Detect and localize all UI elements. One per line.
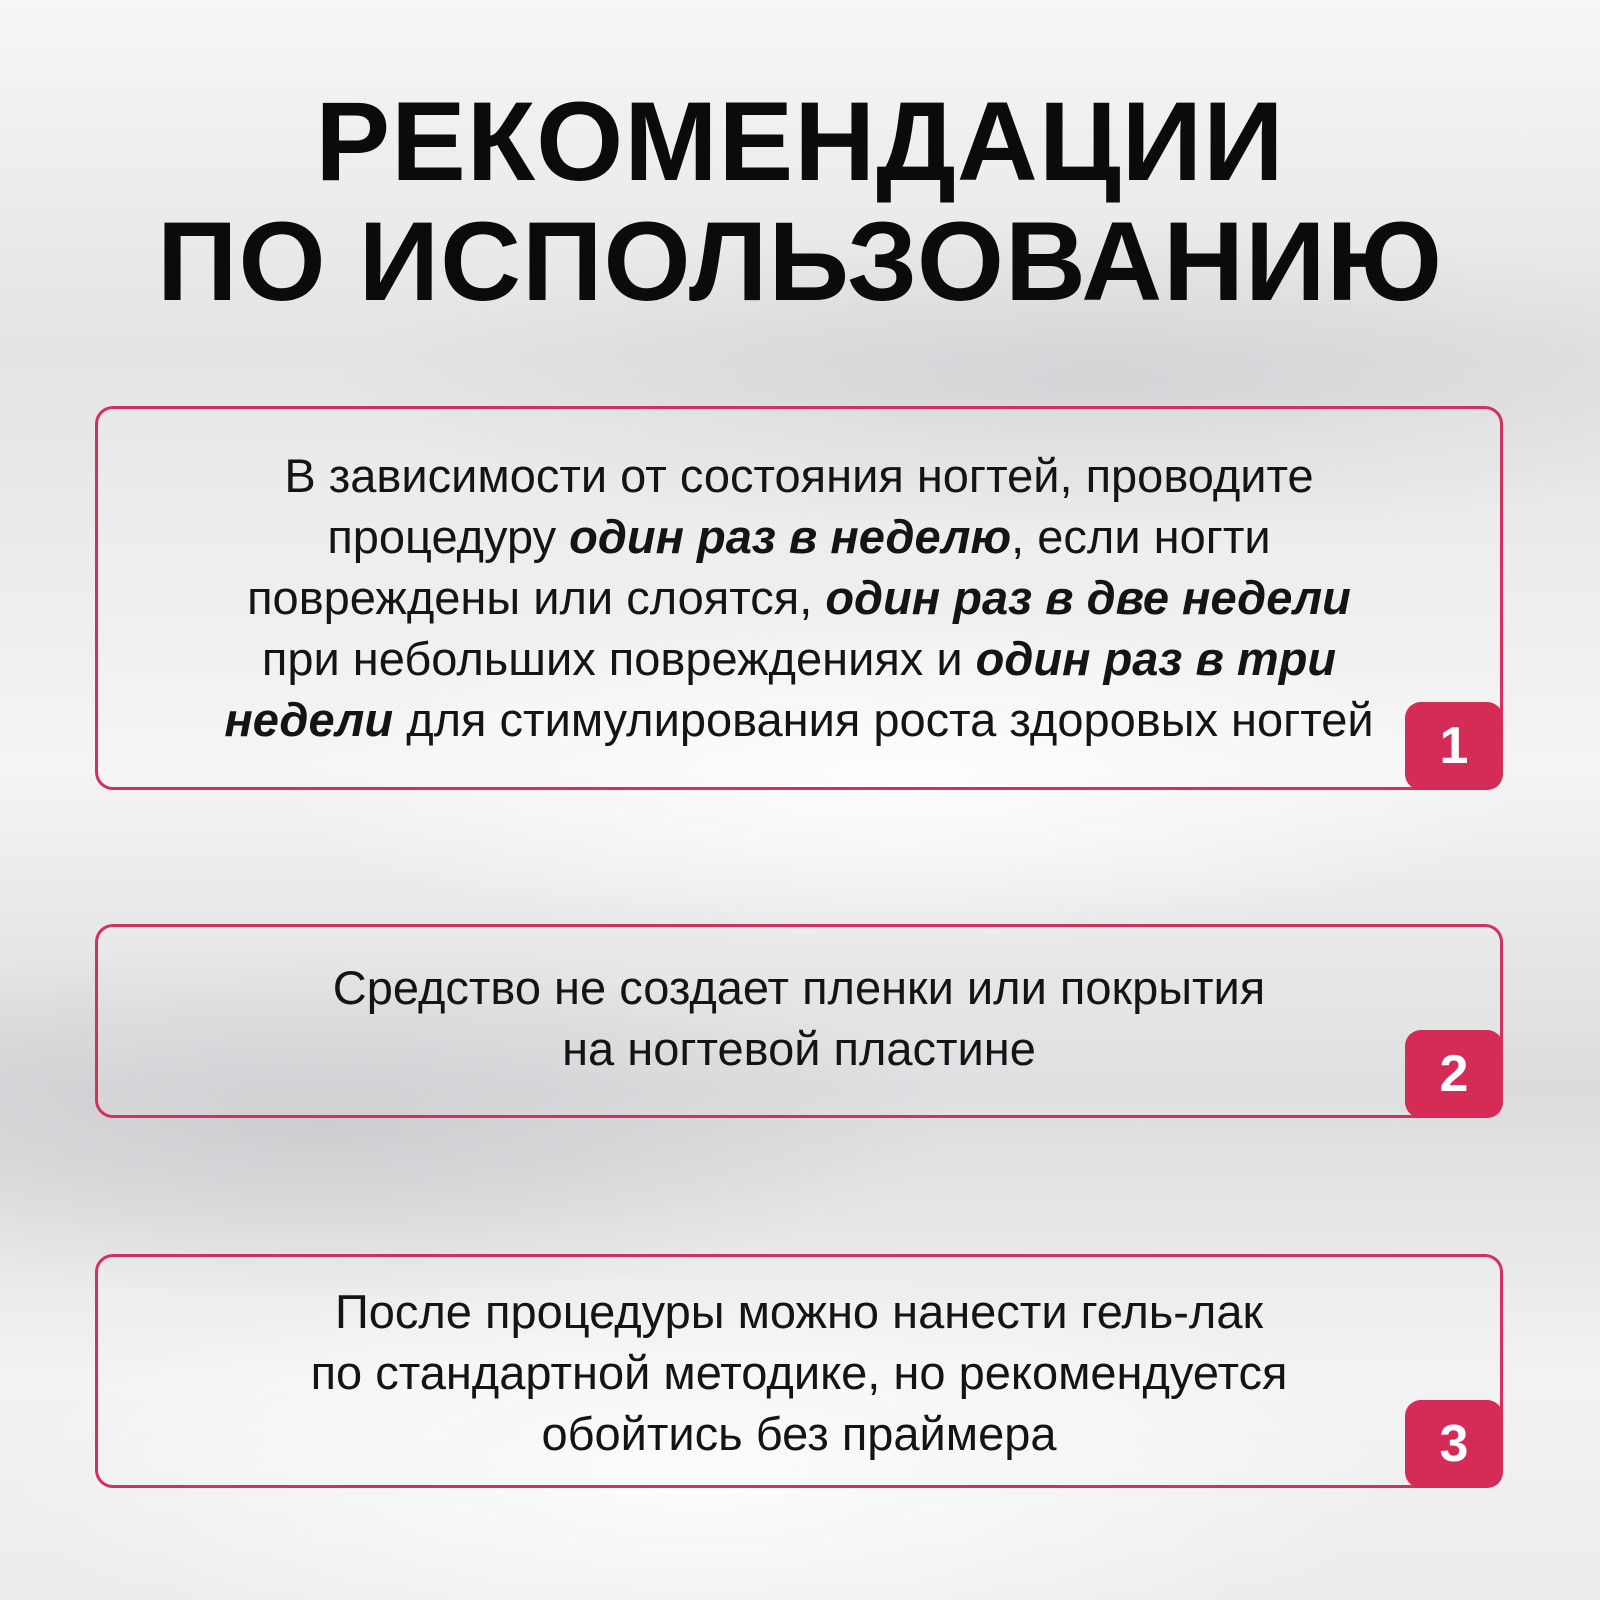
- text-segment: на ногтевой пластине: [562, 1022, 1036, 1075]
- recommendation-text-2: [138, 957, 1460, 1079]
- text-line: [118, 506, 1480, 567]
- text-segment: В зависимости от состояния ногтей, проводите: [284, 449, 1314, 502]
- text-segment: процедуру: [327, 510, 570, 563]
- recommendation-text-1: [118, 445, 1480, 750]
- text-segment: , если ногти: [1011, 510, 1271, 563]
- text-segment: по стандартной методике, но рекомендуется: [310, 1346, 1288, 1399]
- text-segment: обойтись без праймера: [541, 1407, 1057, 1460]
- recommendation-card-3: [95, 1254, 1503, 1488]
- text-line: [138, 957, 1460, 1018]
- recommendation-text-3: [138, 1281, 1460, 1464]
- page-title-line-2: ПО ИСПОЛЬЗОВАНИЮ: [156, 199, 1444, 324]
- card-number-badge-2: 2: [1405, 1030, 1503, 1118]
- page-title: [0, 79, 1600, 324]
- text-line: [138, 1342, 1460, 1403]
- emphasized-text: один раз в неделю: [569, 510, 1012, 563]
- text-line: [138, 1281, 1460, 1342]
- text-line: [118, 567, 1480, 628]
- emphasized-text: недели: [224, 693, 394, 746]
- emphasized-text: один раз в две недели: [825, 571, 1351, 624]
- text-segment: повреждены или слоятся,: [247, 571, 826, 624]
- text-segment: при небольших повреждениях и: [261, 632, 976, 685]
- text-segment: Средство не создает пленки или покрытия: [332, 961, 1266, 1014]
- card-number-badge-1: 1: [1405, 702, 1503, 790]
- text-line: [138, 1403, 1460, 1464]
- emphasized-text: один раз в три: [975, 632, 1337, 685]
- text-line: [118, 689, 1480, 750]
- text-segment: После процедуры можно нанести гель-лак: [334, 1285, 1264, 1338]
- recommendation-card-1: [95, 406, 1503, 790]
- text-line: [118, 445, 1480, 506]
- card-number-badge-3: 3: [1405, 1400, 1503, 1488]
- recommendation-card-2: [95, 924, 1503, 1118]
- page-title-line-1: РЕКОМЕНДАЦИИ: [315, 79, 1285, 204]
- text-segment: для стимулирования роста здоровых ногтей: [393, 693, 1374, 746]
- text-line: [138, 1018, 1460, 1079]
- text-line: [118, 628, 1480, 689]
